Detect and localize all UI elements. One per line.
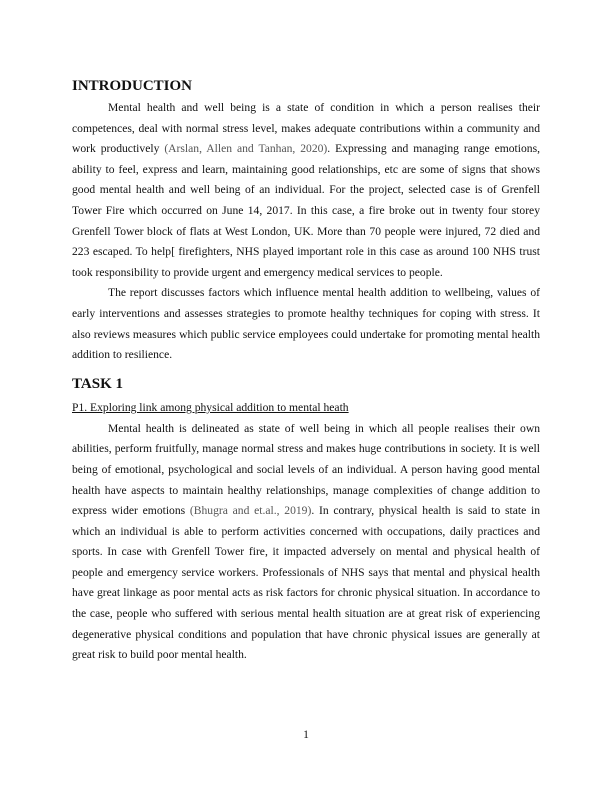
task1-subheading: P1. Exploring link among physical addition to mental heath	[72, 400, 349, 414]
page-number: 1	[303, 728, 309, 741]
introduction-paragraph-2: The report discusses factors which influence mental health addition to wellbeing, values of early interventions and assesses strategies to promote healthy techniques for coping with stress. It also reviews measures which public service employees could undertake for promoting mental health addition to resilience.	[72, 286, 540, 362]
citation-arslan: (Arslan, Allen and Tanhan, 2020)	[164, 142, 328, 156]
task1-paragraph-1	[72, 419, 540, 666]
introduction-paragraph-1	[72, 98, 540, 283]
intro-p1-text-a: Mental health and well being is a state of condition in which a person realises their competences, deal with normal stress level, makes adequate contributions within a community and work productively	[72, 101, 540, 156]
task1-heading: TASK 1	[72, 375, 123, 392]
citation-bhugra: (Bhugra and et.al., 2019)	[189, 504, 312, 518]
task1-p1-text-b: . In contrary, physical health is said to state in which an individual is able to perform activities concerned with occupations, daily practices and sports. In case with Grenfell Tower fire, it impacted adversely on mental and physical health of people and emergency service workers. Professionals of NHS says that mental and physical health have great linkage as poor mental acts as risk factors for chronic physical situation. In accordance to the case, people who suffered with serious mental health situation are at great risk of experiencing degenerative physical conditions and population that have chronic physical issues are generally at great risk to build poor mental health.	[72, 504, 540, 662]
task1-p1-text-a: Mental health is delineated as state of well being in which all people realises their own abilities, perform fruitfully, manage normal stress and makes huge contributions in society. It is well being of emotional, psychological and social levels of an individual. A person having good mental health have aspects to maintain healthy relationships, manage complexities of change addition to express wider emotions	[72, 421, 540, 518]
document-page	[72, 76, 540, 666]
introduction-heading: INTRODUCTION	[72, 78, 193, 94]
intro-p1-text-b: . Expressing and managing range emotions, ability to feel, express and learn, maintaining good relationships, etc are some of signs that shows good mental health and well being of an individual. For the project, selected case is of Grenfell Tower Fire which occurred on June 14, 2017. In this case, a fire broke out in twenty four storey Grenfell Tower block of flats at West London, UK. More than 70 people were injured, 72 died and 223 escaped. To help[ firefighters, NHS played important role in this case as around 100 NHS trust took responsibility to provide urgent and emergency medical services to people.	[72, 142, 540, 279]
